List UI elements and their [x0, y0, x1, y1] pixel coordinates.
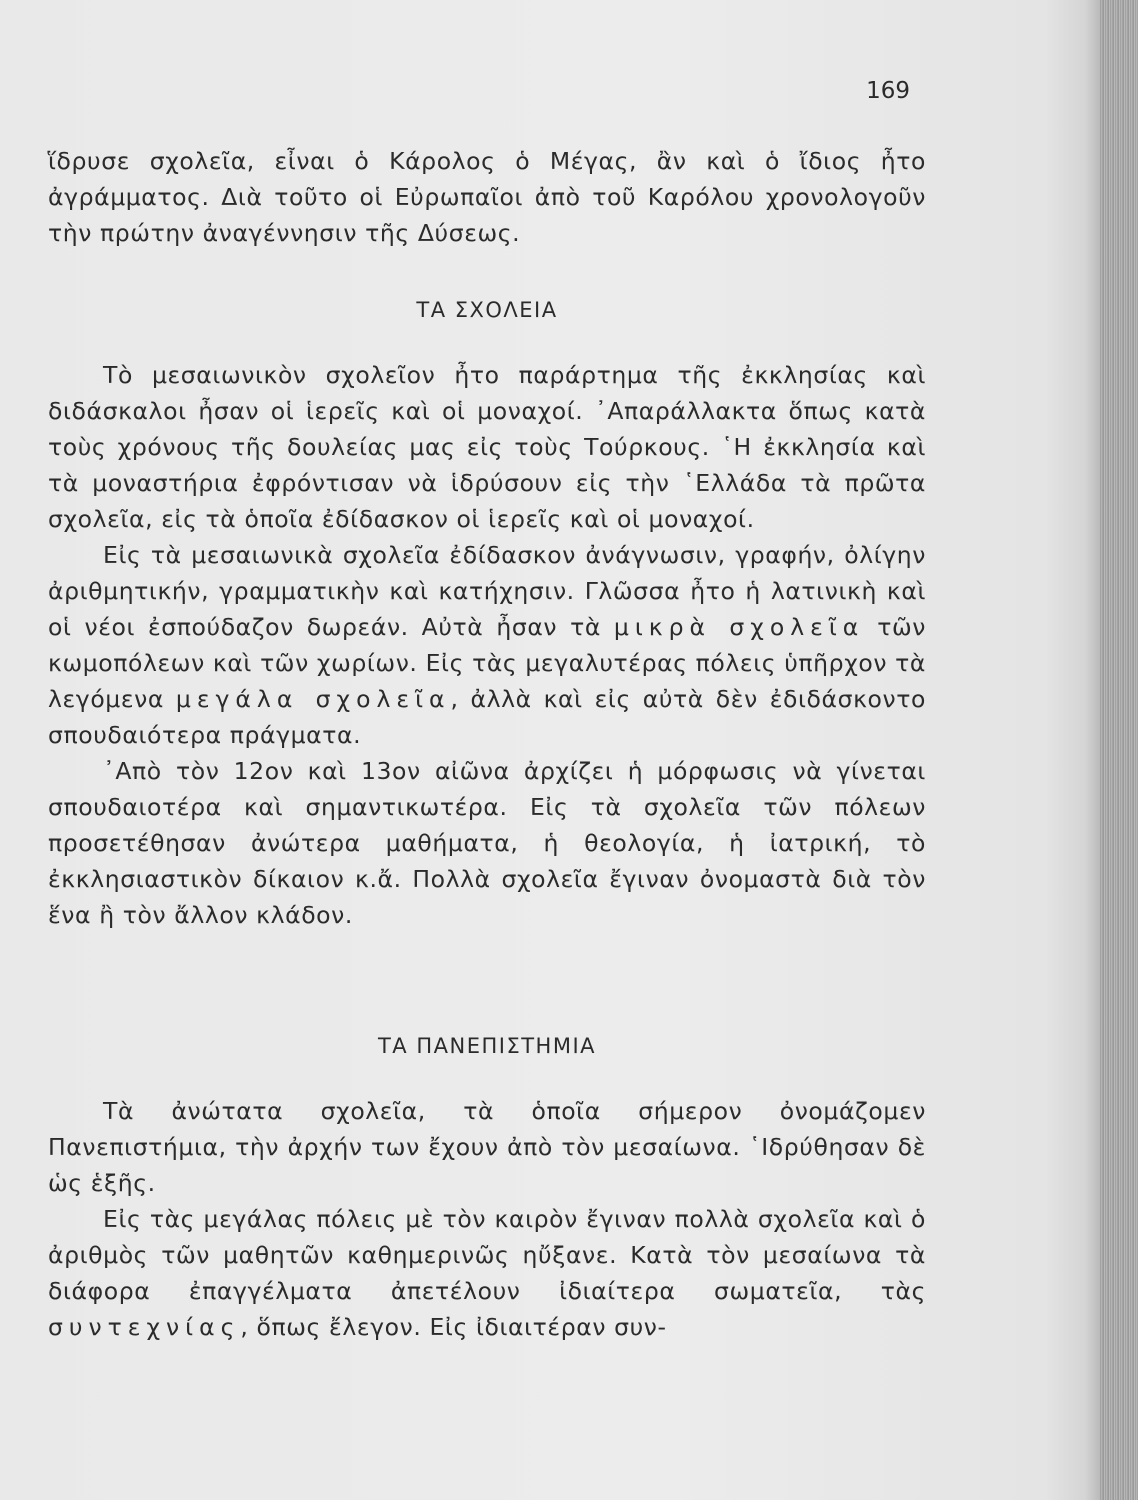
schools-p2-part-b: τῶν κωμοπόλεων καὶ τῶν χωρίων. Εἰς τὰς μεγαλυτέρας πόλεις ὑπῆρχον τὰ λεγόμενα — [48, 613, 927, 713]
universities-paragraph-2 — [48, 1201, 926, 1345]
emphasis-small-schools: μικρὰ σχολεῖα — [613, 613, 865, 641]
intro-text-block — [48, 143, 926, 251]
intro-paragraph: ἵδρυσε σχολεῖα, εἶναι ὁ Κάρολος ὁ Μέγας, ἂν καὶ ὁ ἴδιος ἦτο ἀγράμματος. Διὰ τοῦτο οἱ Εὐρωπαῖοι ἀπὸ τοῦ Καρόλου χρονολογοῦν τὴν πρώτην ἀναγέννησιν τῆς Δύσεως. — [48, 147, 926, 247]
schools-text-block — [48, 357, 926, 933]
universities-paragraph-1: Τὰ ἀνώτατα σχολεῖα, τὰ ὁποῖα σήμερον ὀνομάζομεν Πανεπιστήμια, τὴν ἀρχήν των ἔχουν ἀπὸ τὸν μεσαίωνα. ῾Ιδρύθησαν δὲ ὡς ἑξῆς. — [48, 1097, 926, 1197]
schools-paragraph-3: ᾿Απὸ τὸν 12ον καὶ 13ον αἰῶνα ἀρχίζει ἡ μόρφωσις νὰ γίνεται σπουδαιοτέρα καὶ σημαντικωτέρα. Εἰς τὰ σχολεῖα τῶν πόλεων προσετέθησαν ἀνώτερα μαθήματα, ἡ θεολογία, ἡ ἰατρική, τὸ ἐκκλησιαστικὸν δίκαιον κ.ἄ. Πολλὰ σχολεῖα ἔγιναν ὀνομαστὰ διὰ τὸν ἕνα ἢ τὸν ἄλλον κλάδον. — [48, 757, 926, 929]
section-heading-schools: ΤΑ ΣΧΟΛΕΙΑ — [416, 298, 558, 322]
section-heading-universities: ΤΑ ΠΑΝΕΠΙΣΤΗΜΙΑ — [377, 1034, 597, 1058]
universities-text-block — [48, 1093, 926, 1345]
page-number: 169 — [866, 78, 910, 104]
book-page-edges — [1100, 0, 1138, 1500]
emphasis-large-schools: μεγάλα σχολεῖα — [175, 685, 451, 713]
schools-paragraph-1: Τὸ μεσαιωνικὸν σχολεῖον ἦτο παράρτημα τῆς ἐκκλησίας καὶ διδάσκαλοι ἦσαν οἱ ἱερεῖς καὶ οἱ μοναχοί. ᾿Απαράλλακτα ὅπως κατὰ τοὺς χρόνους τῆς δουλείας μας εἰς τοὺς Τούρκους. ῾Η ἐκκλησία καὶ τὰ μοναστήρια ἐφρόντισαν νὰ ἱδρύσουν εἰς τὴν ῾Ελλάδα τὰ πρῶτα σχολεῖα, εἰς τὰ ὁποῖα ἐδίδασκον οἱ ἱερεῖς καὶ οἱ μοναχοί. — [48, 361, 926, 533]
universities-p2-part-a: Εἰς τὰς μεγάλας πόλεις μὲ τὸν καιρὸν ἔγιναν πολλὰ σχολεῖα καὶ ὁ ἀριθμὸς τῶν μαθητῶν καθημερινῶς ηὔξανε. Κατὰ τὸν μεσαίωνα τὰ διάφορα ἐπαγγέλματα ἀπετέλουν ἰδιαίτερα σωματεῖα, τὰς — [48, 1205, 926, 1305]
schools-p2-part-a: Εἰς τὰ μεσαιωνικὰ σχολεῖα ἐδίδασκον ἀνάγνωσιν, γραφήν, ὀλίγην ἀριθμητικήν, γραμματικὴν καὶ κατήχησιν. Γλῶσσα ἦτο ἡ λατινικὴ καὶ οἱ νέοι ἐσπούδαζον δωρεάν. Αὐτὰ ἦσαν τὰ — [48, 541, 926, 641]
schools-p2-part-c: , ἀλλὰ καὶ εἰς αὐτὰ δὲν ἐδιδάσκοντο σπουδαιότερα πράγματα. — [48, 685, 926, 749]
emphasis-guilds: συντεχνίας — [48, 1313, 241, 1341]
schools-paragraph-2 — [48, 537, 926, 753]
universities-p2-part-b: , ὅπως ἔλεγον. Εἰς ἰδιαιτέραν συν- — [240, 1313, 667, 1341]
